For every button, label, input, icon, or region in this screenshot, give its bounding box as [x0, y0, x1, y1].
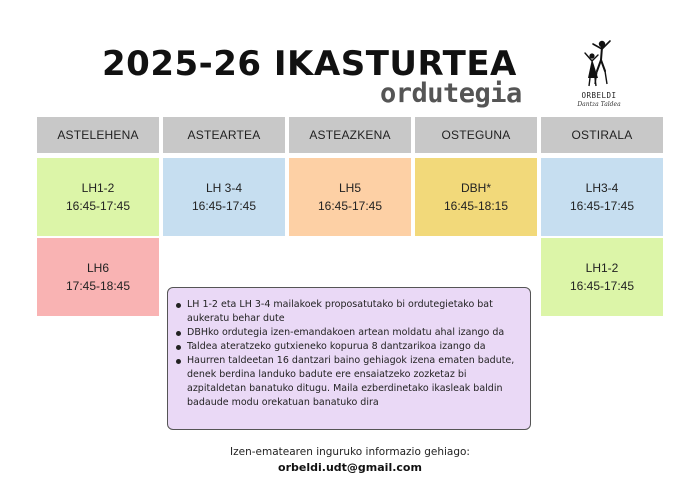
slot-time: 16:45-17:45 — [191, 199, 257, 213]
footer-info: Izen-ematearen inguruko informazio gehiago: — [230, 446, 470, 458]
slot-friday-1 — [541, 158, 663, 236]
logo-tagline: Dantza Taldea — [577, 101, 621, 108]
orbeldi-logo — [574, 38, 624, 114]
slot-group: LH 3-4 — [205, 181, 243, 195]
slot-group: LH1-2 — [81, 181, 115, 195]
notes-box — [167, 287, 531, 430]
notes-list — [174, 298, 522, 410]
slot-time: 16:45-17:45 — [65, 199, 131, 213]
logo-name: ORBELDI — [581, 91, 617, 100]
page-title: 2025-26 IKASTURTEA — [102, 44, 517, 84]
note-item: Haurren taldeetan 16 dantzari baino gehiagok izena ematen badute, denek berdina landuko badute ere ensaiatzeko zozketaz bi azpitaldetan banatuko ditugu. Maila ezberdinetako ikasleak baldin badaude modu orekatuan banatuko dira — [174, 354, 522, 410]
slot-tuesday-1 — [163, 158, 285, 236]
slot-time: 16:45-17:45 — [569, 279, 635, 293]
slot-time: 16:45-17:45 — [317, 199, 383, 213]
slot-time: 17:45-18:45 — [65, 279, 131, 293]
day-header-tuesday: ASTEARTEA — [163, 117, 285, 153]
slot-group: LH3-4 — [585, 181, 619, 195]
slot-monday-1 — [37, 158, 159, 236]
dancers-icon — [580, 38, 618, 90]
slot-group: LH1-2 — [585, 261, 619, 275]
day-header-friday: OSTIRALA — [541, 117, 663, 153]
slot-thursday-1 — [415, 158, 537, 236]
slot-monday-2 — [37, 238, 159, 316]
note-item: Taldea ateratzeko gutxieneko kopurua 8 dantzarikoa izango da — [174, 340, 522, 354]
slot-time: 16:45-18:15 — [443, 199, 509, 213]
note-item: DBHko ordutegia izen-emandakoen artean moldatu ahal izango da — [174, 326, 522, 340]
day-header-thursday: OSTEGUNA — [415, 117, 537, 153]
slot-time: 16:45-17:45 — [569, 199, 635, 213]
day-header-monday: ASTELEHENA — [37, 117, 159, 153]
slot-group: LH6 — [86, 261, 109, 275]
page-subtitle: ordutegia — [380, 78, 522, 109]
day-header-wednesday: ASTEAZKENA — [289, 117, 411, 153]
contact-email[interactable]: orbeldi.udt@gmail.com — [278, 461, 422, 474]
slot-friday-2 — [541, 238, 663, 316]
slot-group: LH5 — [338, 181, 361, 195]
note-item: LH 1-2 eta LH 3-4 mailakoek proposatutako bi ordutegietako bat aukeratu behar dute — [174, 298, 522, 326]
slot-wednesday-1 — [289, 158, 411, 236]
slot-group: DBH* — [460, 181, 491, 195]
